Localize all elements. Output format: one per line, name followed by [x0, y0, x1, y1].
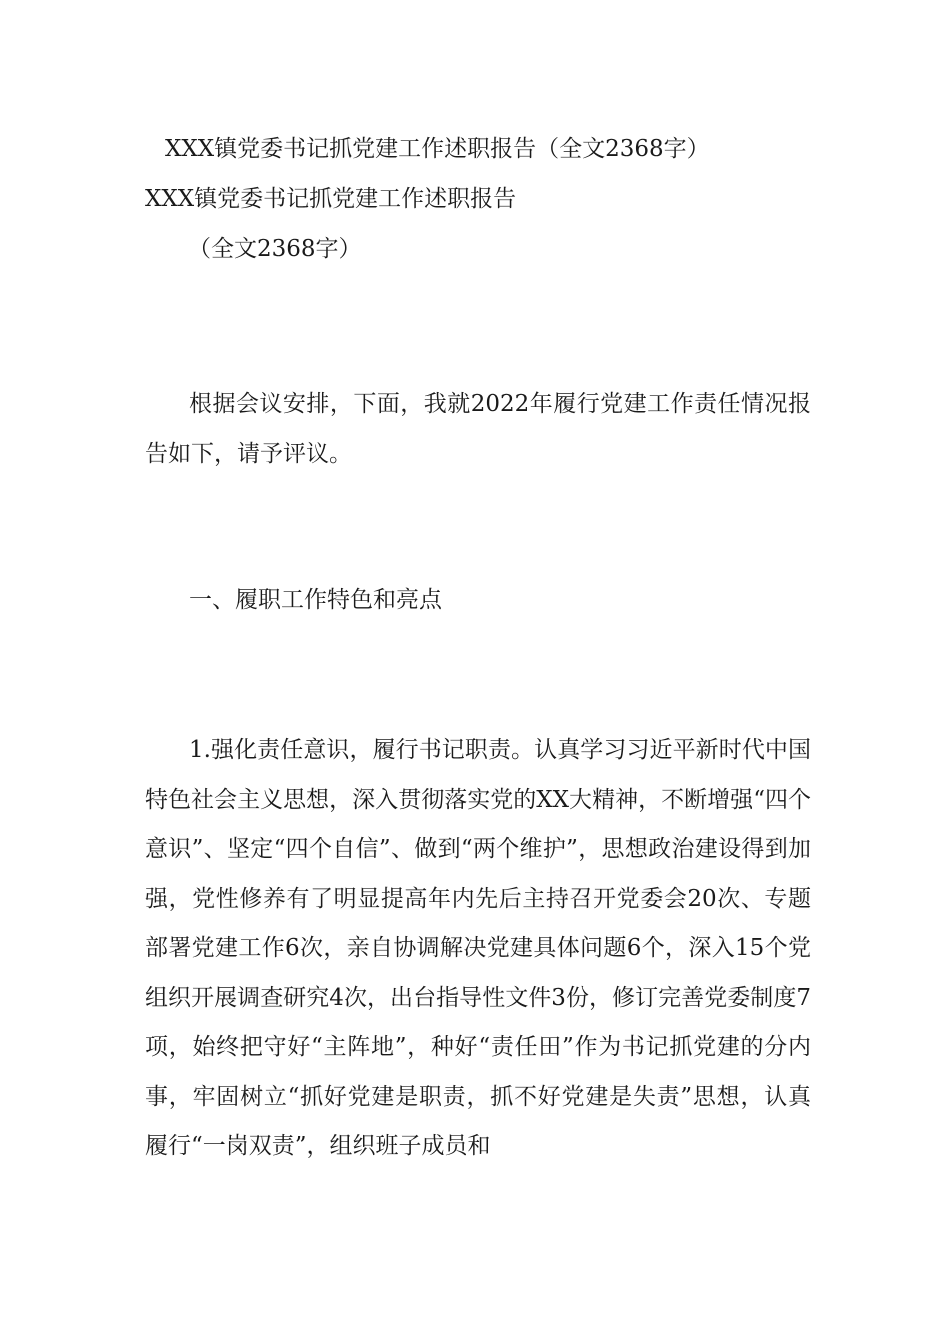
- intro-paragraph: 根据会议安排，下面，我就2022年履行党建工作责任情况报告如下，请予评议。: [145, 391, 811, 467]
- document-subtitle-wordcount: （全文2368字）: [188, 236, 362, 262]
- document-title-full: XXX镇党委书记抓党建工作述职报告（全文2368字）: [165, 136, 710, 162]
- section-heading: 一、履职工作特色和亮点: [189, 587, 442, 613]
- body-paragraph: 1.强化责任意识，履行书记职责。认真学习习近平新时代中国特色社会主义思想，深入贯彻落实党的XX大精神，不断增强“四个意识”、坚定“四个自信”、做到“两个维护”，思想政治建设得到加强，党性修养有了明显提高年内先后主持召开党委会20次、专题部署党建工作6次，亲自协调解决党建具体问题6个，深入15个党组织开展调查研究4次，出台指导性文件3份，修订完善党委制度7项，始终把守好“主阵地”，种好“责任田”作为书记抓党建的分内事，牢固树立“抓好党建是职责，抓不好党建是失责”思想，认真履行“一岗双责”，组织班子成员和: [145, 737, 811, 1159]
- document-title: XXX镇党委书记抓党建工作述职报告: [145, 186, 517, 212]
